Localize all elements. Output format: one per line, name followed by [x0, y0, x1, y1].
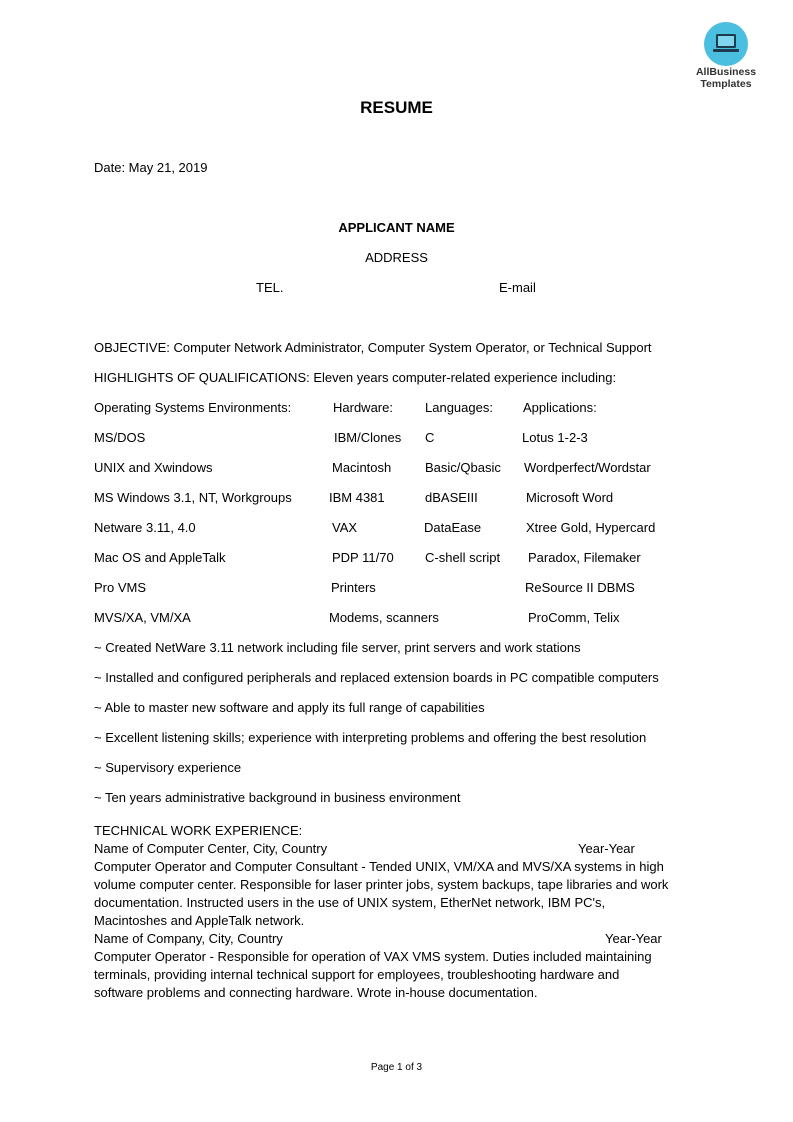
- table-cell: Printers: [331, 580, 376, 595]
- date-line: Date: May 21, 2019: [94, 160, 208, 175]
- list-item: ~ Excellent listening skills; experience with interpreting problems and offering the best resolution: [94, 730, 647, 745]
- job-employer: Name of Company, City, Country: [94, 931, 283, 946]
- job-description-line: software problems and connecting hardware. Wrote in-house documentation.: [94, 985, 538, 1000]
- experience-heading: TECHNICAL WORK EXPERIENCE:: [94, 823, 303, 838]
- table-cell: Lotus 1-2-3: [522, 430, 588, 445]
- job-description-line: Macintoshes and AppleTalk network.: [94, 913, 305, 928]
- objective-line: OBJECTIVE: Computer Network Administrator, Computer System Operator, or Technical Support: [94, 340, 652, 355]
- table-cell: Netware 3.11, 4.0: [94, 520, 196, 535]
- job-description-line: documentation. Instructed users in the use of UNIX system, EtherNet network, IBM PC's,: [94, 895, 606, 910]
- table-cell: Basic/Qbasic: [425, 460, 501, 475]
- skills-header-applications: Applications:: [523, 400, 597, 415]
- table-cell: Mac OS and AppleTalk: [94, 550, 226, 565]
- logo-text-line1: AllBusiness: [695, 66, 757, 78]
- table-cell: Microsoft Word: [526, 490, 614, 505]
- job-description-line: Computer Operator - Responsible for operation of VAX VMS system. Duties included maintaining: [94, 949, 652, 964]
- job-header: [94, 840, 694, 858]
- table-cell: Macintosh: [332, 460, 392, 475]
- table-cell: Wordperfect/Wordstar: [524, 460, 651, 475]
- table-cell: C-shell script: [425, 550, 501, 565]
- list-item: ~ Supervisory experience: [94, 760, 242, 775]
- table-cell: dBASEIII: [425, 490, 478, 505]
- page-number: Page 1 of 3: [370, 1062, 423, 1073]
- skills-header-os: Operating Systems Environments:: [94, 400, 292, 415]
- table-cell: MS/DOS: [94, 430, 146, 445]
- skills-header-hardware: Hardware:: [333, 400, 393, 415]
- job-description-line: volume computer center. Responsible for laser printer jobs, system backups, tape libraries and work: [94, 877, 669, 892]
- experience-section: [94, 822, 694, 1002]
- job-years: Year-Year: [578, 841, 635, 856]
- allbusiness-logo: [690, 22, 762, 90]
- document-title: RESUME: [360, 98, 433, 117]
- table-cell: UNIX and Xwindows: [94, 460, 213, 475]
- job-description-line: Computer Operator and Computer Consultant - Tended UNIX, VM/XA and MVS/XA systems in high: [94, 859, 664, 874]
- table-cell: ReSource II DBMS: [525, 580, 635, 595]
- applicant-tel: TEL.: [256, 280, 284, 295]
- table-cell: Pro VMS: [94, 580, 147, 595]
- job-description-line: terminals, providing internal technical support for employees, troubleshooting hardware and: [94, 967, 620, 982]
- table-cell: DataEase: [424, 520, 482, 535]
- job-header: [94, 930, 694, 948]
- list-item: ~ Created NetWare 3.11 network including file server, print servers and work stations: [94, 640, 581, 655]
- table-cell: C: [425, 430, 435, 445]
- table-cell: VAX: [332, 520, 358, 535]
- table-cell: MVS/XA, VM/XA: [94, 610, 191, 625]
- table-cell: Xtree Gold, Hypercard: [526, 520, 656, 535]
- laptop-icon: [704, 22, 748, 66]
- job-years: Year-Year: [605, 931, 662, 946]
- table-cell: IBM/Clones: [334, 430, 402, 445]
- applicant-name: APPLICANT NAME: [338, 220, 455, 235]
- table-cell: MS Windows 3.1, NT, Workgroups: [94, 490, 292, 505]
- highlights-line: HIGHLIGHTS OF QUALIFICATIONS: Eleven years computer-related experience including:: [94, 370, 617, 385]
- table-cell: Paradox, Filemaker: [528, 550, 641, 565]
- skills-header-languages: Languages:: [425, 400, 493, 415]
- logo-text-line2: Templates: [700, 78, 752, 90]
- table-cell: Modems, scanners: [329, 610, 439, 625]
- list-item: ~ Ten years administrative background in business environment: [94, 790, 461, 805]
- table-cell: IBM 4381: [329, 490, 385, 505]
- applicant-address: ADDRESS: [365, 250, 428, 265]
- list-item: ~ Installed and configured peripherals and replaced extension boards in PC compatible computers: [94, 670, 659, 685]
- applicant-email: E-mail: [499, 280, 536, 295]
- list-item: ~ Able to master new software and apply its full range of capabilities: [94, 700, 485, 715]
- table-cell: PDP 11/70: [332, 550, 394, 565]
- job-employer: Name of Computer Center, City, Country: [94, 841, 328, 856]
- table-cell: ProComm, Telix: [528, 610, 620, 625]
